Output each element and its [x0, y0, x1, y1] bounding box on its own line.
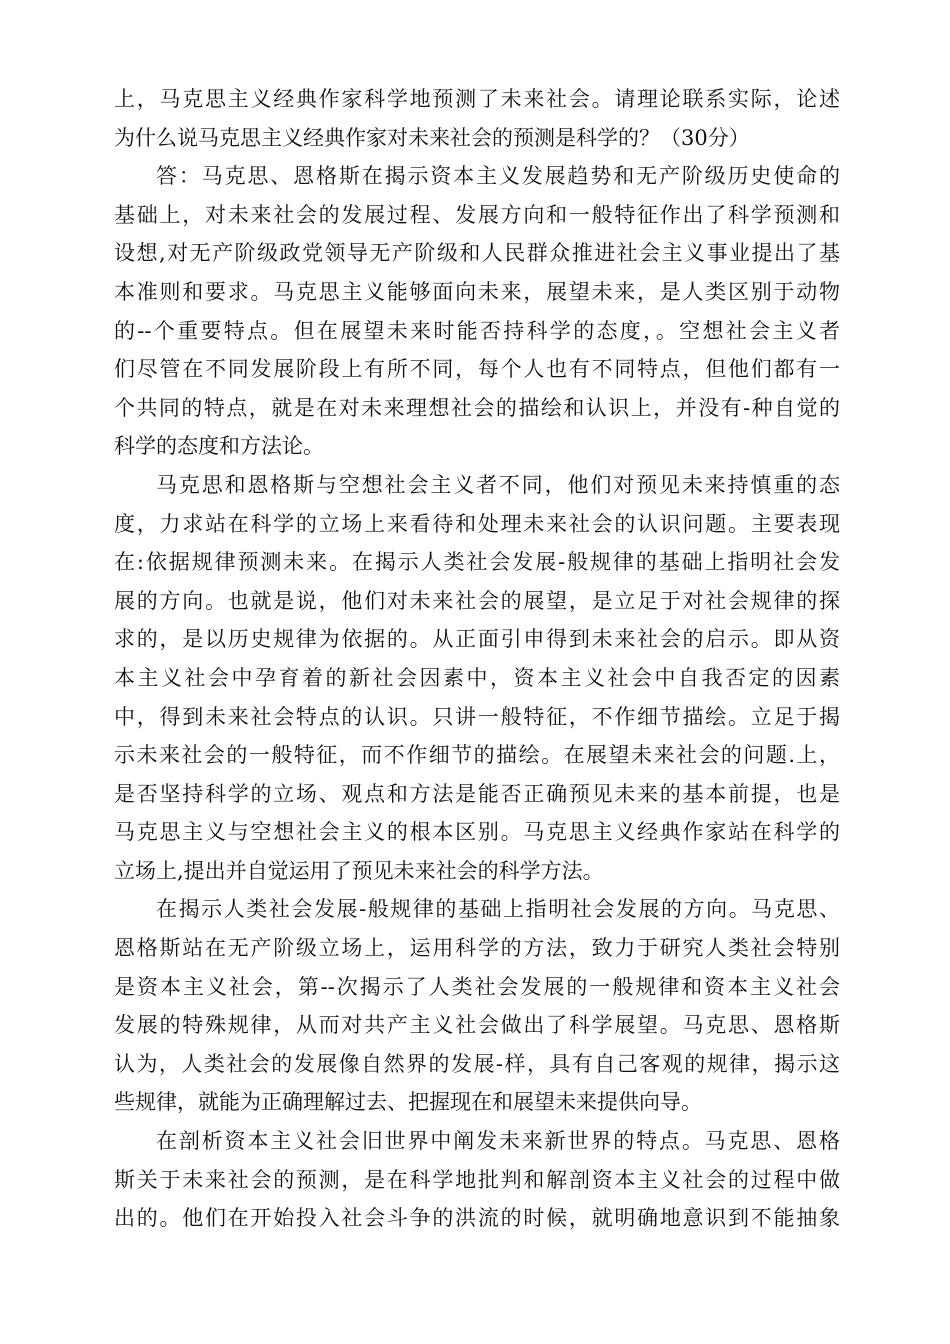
- text-line: 设想,对无产阶级政党领导无产阶级和人民群众推进社会主义事业提出了基: [114, 241, 840, 266]
- text-line: 上，马克思主义经典作家科学地预测了未来社会。请理论联系实际，论述: [114, 87, 840, 111]
- paragraph-first-line: 在剖析资本主义社会旧世界中阐发未来新世界的特点。马克思、恩格: [156, 1129, 840, 1154]
- text-line: 斯关于未来社会的预测，是在科学地批判和解剖资本主义社会的过程中做: [114, 1167, 840, 1192]
- text-line: 展的方向。也就是说，他们对未来社会的展望，是立足于对社会规律的探: [114, 588, 840, 613]
- text-line: 认为，人类社会的发展像自然界的发展-样，具有自己客观的规律，揭示这: [114, 1051, 840, 1076]
- paragraph-first-line: 答：马克思、恩格斯在揭示资本主义发展趋势和无产阶级历史使命的: [156, 164, 840, 189]
- text-line: 度，力求站在科学的立场上来看待和处理未来社会的认识问题。主要表现: [114, 511, 840, 536]
- text-line: 求的，是以历史规律为依据的。从正面引申得到未来社会的启示。即从资: [114, 627, 840, 652]
- text-line: 些规律，就能为正确理解过去、把握现在和展望未来提供向导。: [114, 1090, 702, 1115]
- text-line: 为什么说马克思主义经典作家对未来社会的预测是科学的？（30分）: [114, 125, 750, 150]
- text-line: 个共同的特点，就是在对未来理想社会的描绘和认识上，并没有-种自觉的: [114, 395, 840, 420]
- text-line: 本准则和要求。马克思主义能够面向未来，展望未来，是人类区别于动物: [114, 279, 840, 304]
- paragraph-first-line: 马克思和恩格斯与空想社会主义者不同，他们对预见未来持慎重的态: [156, 472, 840, 497]
- text-line: 科学的态度和方法论。: [114, 434, 324, 459]
- text-line: 出的。他们在开始投入社会斗争的洪流的时候，就明确地意识到不能抽象: [114, 1206, 840, 1231]
- text-line: 立场上,提出并自觉运用了预见未来社会的科学方法。: [114, 858, 604, 883]
- text-line: 基础上，对未来社会的发展过程、发展方向和一般特征作出了科学预测和: [114, 202, 840, 227]
- text-line: 本主义社会中孕育着的新社会因素中，资本主义社会中自我否定的因素: [114, 665, 840, 690]
- paragraph-first-line: 在揭示人类社会发展-般规律的基础上指明社会发展的方向。马克思、: [156, 897, 840, 922]
- text-line: 在:依据规律预测未来。在揭示人类社会发展-般规律的基础上指明社会发: [114, 550, 840, 575]
- text-line: 是资本主义社会，第--次揭示了人类社会发展的一般规律和资本主义社会: [114, 974, 840, 999]
- text-line: 是否坚持科学的立场、观点和方法是能否正确预见未来的基本前提，也是: [114, 781, 840, 806]
- text-line: 马克思主义与空想社会主义的根本区别。马克思主义经典作家站在科学的: [114, 820, 840, 845]
- text-line: 恩格斯站在无产阶级立场上，运用科学的方法，致力于研究人类社会特别: [114, 936, 840, 961]
- text-line: 示未来社会的一般特征，而不作细节的描绘。在展望未来社会的问题.上，: [114, 743, 840, 768]
- text-line: 发展的特殊规律，从而对共产主义社会做出了科学展望。马克思、恩格斯: [114, 1013, 840, 1038]
- text-line: 的--个重要特点。但在展望未来时能否持科学的态度，。空想社会主义者: [114, 318, 840, 343]
- document-body: [114, 80, 840, 1238]
- text-line: 们尽管在不同发展阶段上有所不同，每个人也有不同特点，但他们都有一: [114, 357, 840, 382]
- text-line: 中，得到未来社会特点的认识。只讲一般特征，不作细节描绘。立足于揭: [114, 704, 840, 729]
